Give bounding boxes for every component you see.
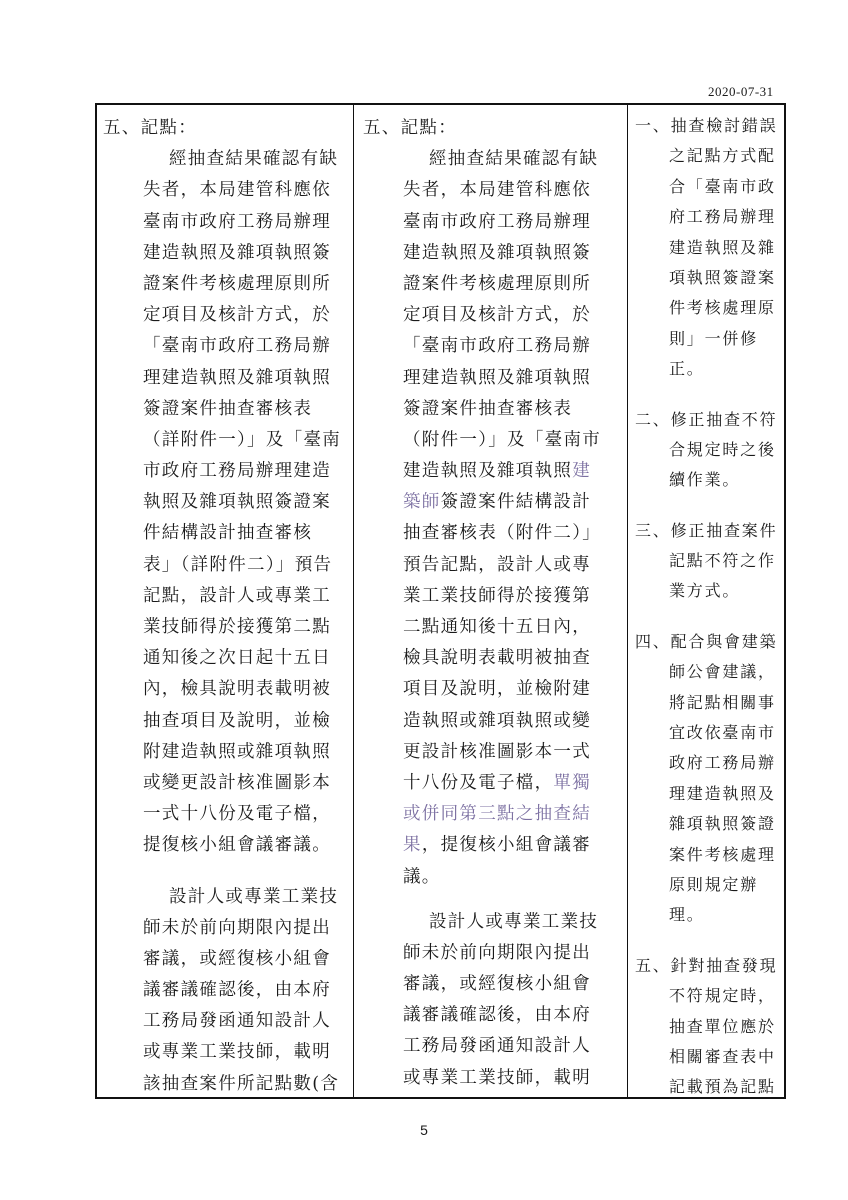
text-line: 證案件考核處理原則所 [143,273,331,294]
note-line: 業方式。 [669,581,741,601]
middle-heading: 五、記點： [363,118,457,138]
text-line: 師未於前向期限內提出 [403,942,591,963]
text-line: 果，提復核小組會議審 [403,835,592,856]
text-line: 簽證案件抽查審核表 [143,398,313,419]
comparison-table [95,103,786,1099]
note-line: 不符規定時， [669,986,776,1006]
column-divider [627,105,628,1097]
text-line: 提復核小組會議審議。 [143,835,331,856]
text-line: 或專業工業技師，載明 [403,1067,591,1088]
highlighted-text: 單獨 [553,772,592,793]
text-line: 臺南市政府工務局辦理 [403,211,591,232]
right-column [629,105,786,1097]
text-line: 定項目及核計方式，於 [143,305,331,326]
text-line: 建造執照及雜項執照簽 [143,242,331,263]
note-line: 案件考核處理 [669,844,776,864]
highlighted-text: 果 [403,835,422,856]
text-line: 經抽查結果確認有缺 [429,149,599,170]
text-line: 業技師得於接獲第二點 [143,617,331,637]
text-line: 建造執照及雜項執照簽 [403,242,591,263]
left-heading: 五、記點： [103,118,197,138]
text-line: 議。 [403,866,441,887]
note-line: 宜改依臺南市 [669,723,776,743]
note-line: 合「臺南市政 [669,176,776,196]
note-line: 二、修正抽查不符 [635,409,778,429]
text-line: 執照及雜項執照簽證案 [143,492,331,513]
text-line: 表」（詳附件二）」預告 [143,554,333,575]
note-line: 雜項執照簽證 [669,814,776,834]
text-line: 記點，設計人或專業工 [143,585,331,606]
text-line: （附件一）」及「臺南市 [403,429,602,450]
note-line: 之記點方式配 [669,146,776,166]
note-line: 五、針對抽查發現 [635,955,778,975]
text-line: 預告記點，設計人或專 [403,554,591,575]
text-line: 工務局發函通知設計人 [403,1036,591,1057]
middle-paragraph-2 [355,907,627,1097]
note-line: 理。 [669,905,705,925]
note-line: 相關審查表中 [669,1046,776,1066]
text-line: 設計人或專業工業技 [169,886,339,907]
text-line: 理建造執照及雜項執照 [143,367,331,388]
middle-paragraph-1 [355,144,627,456]
text-line: 抽查審核表（附件二）」 [403,523,602,544]
note-line: 一、抽查檢討錯誤 [635,116,778,135]
note-line: 原則規定辦 [669,874,759,894]
text-line: 失者，本局建管科應依 [143,180,331,201]
text-line: 一式十八份及電子檔， [143,804,331,825]
text-line [355,1094,627,1097]
text-line: 審議，或經復核小組會 [143,948,331,969]
text-line: 審議，或經復核小組會 [403,974,591,995]
note-item [629,111,786,385]
text-line: 二點通知後十五日內， [403,617,591,637]
text-line: 經抽查結果確認有缺 [169,149,339,170]
text-line: 臺南市政府工務局辦理 [143,211,331,232]
left-paragraph-1 [97,144,353,861]
text-line: 項目及說明，並檢附建 [403,679,591,700]
middle-column [355,105,627,1097]
note-line: 記載預為記點 [669,1077,776,1097]
text-line: 通知後之次日起十五日 [143,648,331,669]
text-line: 更設計核准圖影本一式 [403,741,591,762]
note-line: 四、配合與會建築 [635,631,778,651]
text-line: 工務局發函通知設計人 [143,1011,331,1032]
text-line: （詳附件一）」及「臺南 [143,429,342,450]
column-divider [353,105,354,1097]
note-line: 師公會建議， [669,662,776,682]
note-line: 項執照簽證案 [669,267,776,287]
note-line: 記點不符之作 [669,551,776,571]
note-line: 政府工務局辦 [669,753,776,773]
note-line: 將記點相關事 [669,692,776,712]
note-line: 件考核處理原 [669,298,776,318]
text-line: 件結構設計抽查審核 [143,523,313,544]
text-line: 築師簽證案件結構設計 [403,492,592,513]
text-line: 附建造執照或雜項執照 [143,741,331,762]
text-line: 或變更設計核准圖影本 [143,772,331,793]
text-line: 市政府工務局辦理建造 [143,461,331,482]
text-line: 或專業工業技師，載明 [143,1042,331,1063]
middle-paragraph-1-cont [355,518,627,768]
text-line: 簽證案件抽查審核表 [403,398,573,419]
text-line: 檢具說明表載明被抽查 [403,648,591,669]
note-item [629,627,786,931]
left-paragraph-2 [97,882,353,1098]
note-line: 三、修正抽查案件 [635,520,778,540]
text-line: 「臺南市政府工務局辦 [403,336,591,357]
note-item [629,951,786,1097]
text-line: 議審議確認後，由本府 [143,980,331,1001]
note-line: 抽查單位應於 [669,1016,776,1036]
text-line: 建造執照及雜項執照建 [403,461,592,482]
text-line: 證案件考核處理原則所 [403,273,591,294]
note-item [629,405,786,496]
text-line: 師未於前向期限內提出 [143,917,331,938]
text-line: 議審議確認後，由本府 [403,1005,591,1026]
highlighted-text: 建 [572,461,592,482]
text-line: 業工業技師得於接獲第 [403,585,591,606]
text-line: 內，檢具說明表載明被 [143,679,331,700]
text-line: 理建造執照及雜項執照 [403,367,591,388]
text-line: 十八份及電子檔，單獨 [403,772,592,793]
document-date: 2020-07-31 [708,84,774,99]
note-line: 則」一併修 [669,328,759,348]
text-line: 該抽查案件所記點數(含 [143,1073,340,1094]
text-line: 「臺南市政府工務局辦 [143,336,331,357]
note-item [629,516,786,607]
left-column [97,105,353,1097]
text-line: 造執照或雜項執照或變 [403,710,591,731]
note-line: 正。 [669,359,705,379]
note-line: 合規定時之後 [669,439,776,459]
text-line: 設計人或專業工業技 [429,911,599,932]
highlighted-text: 或併同第三點之抽查結 [403,804,591,825]
page-number: 5 [420,1122,428,1138]
highlighted-text: 築師 [403,492,441,513]
note-line: 建造執照及雜 [669,237,776,257]
note-line: 續作業。 [669,470,741,490]
text-line: 失者，本局建管科應依 [403,180,591,201]
text-line: 抽查項目及說明，並檢 [143,710,331,731]
text-line: 定項目及核計方式，於 [403,305,591,326]
note-line: 府工務局辦理 [669,207,776,227]
note-line: 理建造執照及 [669,783,776,803]
